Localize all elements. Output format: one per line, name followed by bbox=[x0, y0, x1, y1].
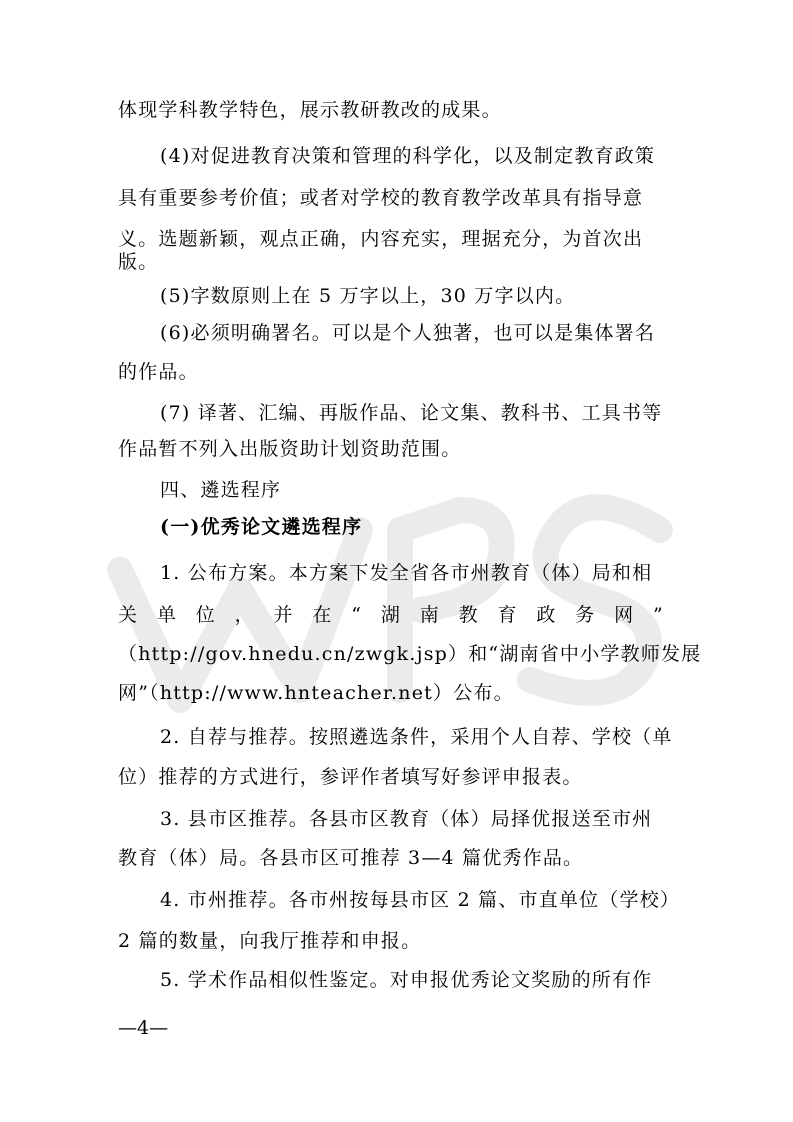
text-line: (7) 译著、汇编、再版作品、论文集、教科书、工具书等 bbox=[160, 402, 663, 424]
spaced-char: “ bbox=[351, 604, 363, 626]
spaced-char: 在 bbox=[312, 604, 333, 626]
text-line: (4)对促进教育决策和管理的科学化，以及制定教育政策 bbox=[160, 145, 656, 167]
text-line: （http://gov.hnedu.cn/zwgk.jsp）和“湖南省中小学教师发展 bbox=[118, 643, 702, 665]
spaced-text-line bbox=[118, 603, 664, 627]
subsection-heading: (一)优秀论文遴选程序 bbox=[160, 516, 363, 538]
text-line: 3. 县市区推荐。各县市区教育（体）局择优报送至市州 bbox=[160, 808, 653, 830]
spaced-char: ” bbox=[652, 604, 664, 626]
text-line: 2 篇的数量，向我厅推荐和申报。 bbox=[118, 930, 422, 952]
spaced-char: 位 bbox=[195, 604, 216, 626]
spaced-char: 关 bbox=[118, 604, 139, 626]
section-heading: 四、遴选程序 bbox=[160, 479, 282, 501]
spaced-char: 湖 bbox=[380, 604, 402, 626]
spaced-char: ， bbox=[234, 604, 255, 626]
spaced-char: 并 bbox=[273, 604, 294, 626]
text-line: 体现学科教学特色，展示教研教改的成果。 bbox=[118, 99, 502, 121]
text-line: 义。选题新颖，观点正确，内容充实，理据充分，为首次出 bbox=[118, 228, 644, 250]
text-line: 2. 自荐与推荐。按照遴选条件，采用个人自荐、学校（单 bbox=[160, 726, 673, 748]
spaced-char: 单 bbox=[156, 604, 178, 626]
spaced-char: 教 bbox=[458, 604, 479, 626]
text-line: 作品暂不列入出版资助计划资助范围。 bbox=[118, 438, 462, 460]
spaced-char: 育 bbox=[497, 604, 518, 626]
text-line: 教育（体）局。各县市区可推荐 3—4 篇优秀作品。 bbox=[118, 847, 584, 869]
text-line: (5)字数原则上在 5 万字以上，30 万字以内。 bbox=[160, 285, 576, 307]
text-line: (6)必须明确署名。可以是个人独著，也可以是集体署名 bbox=[160, 322, 656, 344]
text-line: 位）推荐的方式进行，参评作者填写好参评申报表。 bbox=[118, 766, 583, 788]
page-number: —4— bbox=[118, 1017, 169, 1039]
text-line: 4. 市州推荐。各市州按每县市区 2 篇、市直单位（学校） bbox=[160, 889, 681, 911]
spaced-char: 南 bbox=[419, 604, 440, 626]
text-line: 5. 学术作品相似性鉴定。对申报优秀论文奖励的所有作 bbox=[160, 969, 653, 991]
text-line: 的作品。 bbox=[118, 361, 199, 383]
spaced-char: 政 bbox=[536, 604, 557, 626]
text-line: 版。 bbox=[118, 251, 159, 273]
text-line: 1. 公布方案。本方案下发全省各市州教育（体）局和相 bbox=[160, 562, 653, 584]
text-line: 网”（http://www.hnteacher.net）公布。 bbox=[118, 682, 514, 704]
spaced-char: 务 bbox=[575, 604, 596, 626]
text-line: 具有重要参考价值；或者对学校的教育教学改革具有指导意 bbox=[118, 187, 644, 209]
spaced-char: 网 bbox=[614, 604, 635, 626]
